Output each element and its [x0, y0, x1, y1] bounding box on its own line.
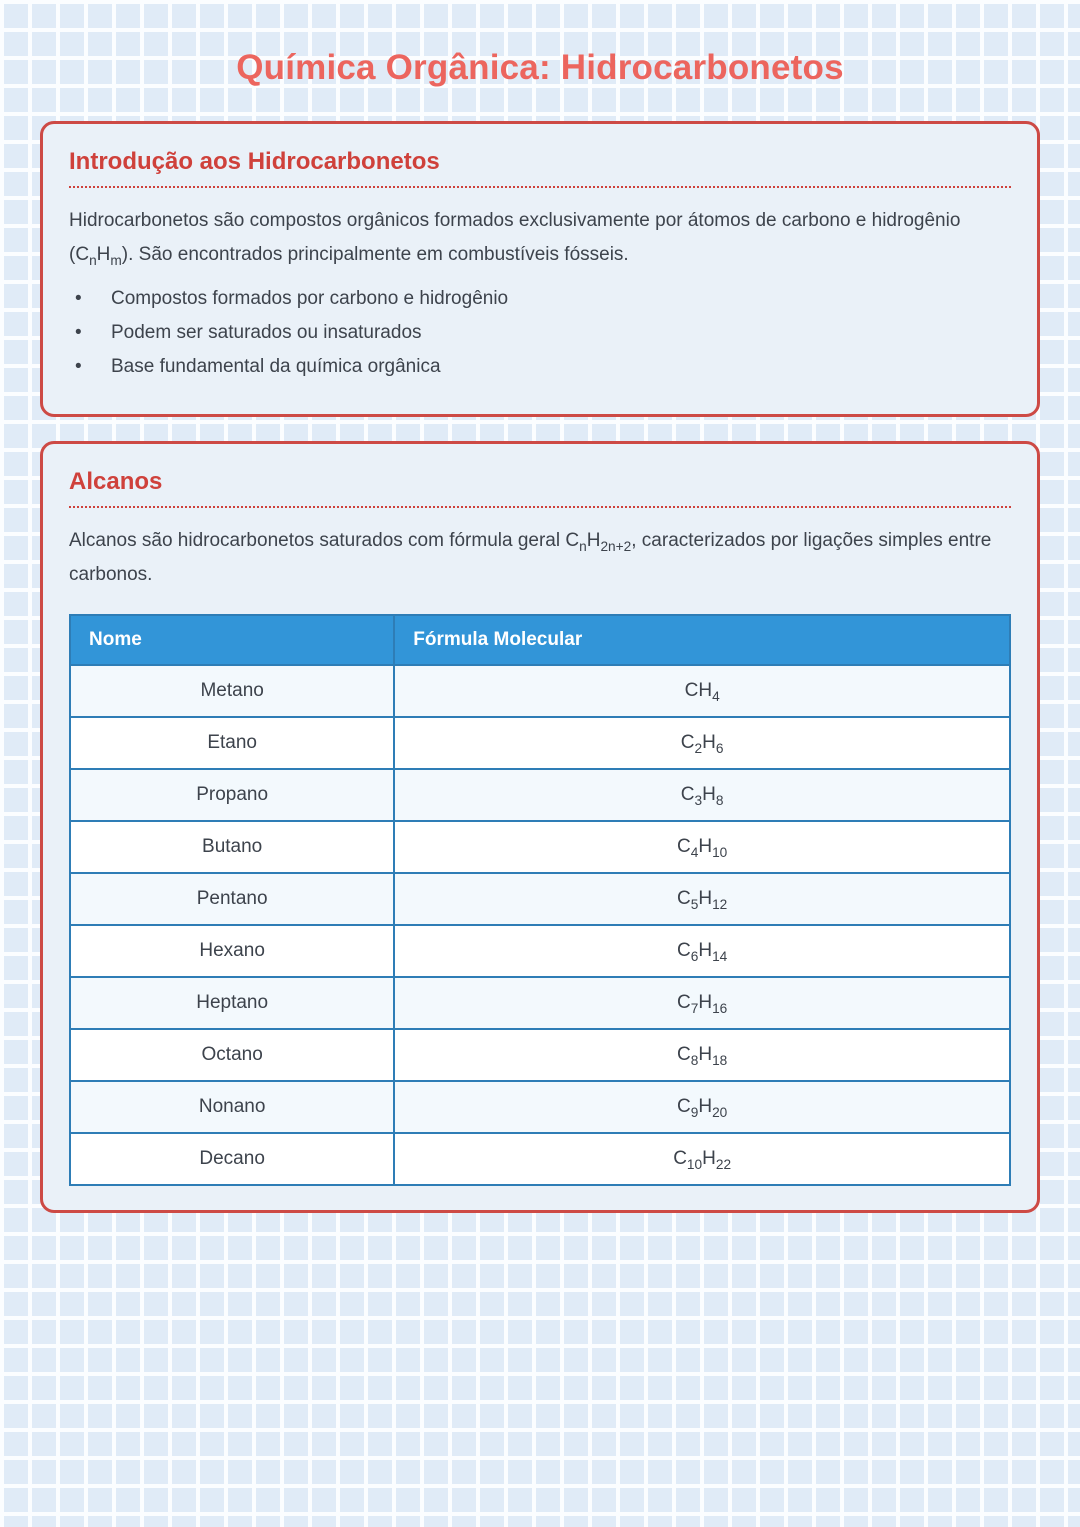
paragraph-text: H [586, 530, 601, 552]
alkane-name-cell: Propano [70, 769, 394, 821]
alcanos-paragraph [69, 524, 1011, 592]
formula-subscript: m [110, 252, 122, 268]
list-item: • Podem ser saturados ou insaturados [69, 316, 1011, 350]
formula-part: H [698, 1095, 713, 1117]
alkane-name-cell: Nonano [70, 1081, 394, 1133]
formula-part: C [677, 939, 691, 961]
chemical-formula [680, 783, 724, 808]
chemical-formula [677, 991, 728, 1016]
table-row [70, 977, 1010, 1029]
intro-card [40, 121, 1040, 417]
formula-subscript: 6 [715, 740, 724, 756]
alkane-formula-cell [394, 769, 1010, 821]
formula-subscript: 8 [690, 1052, 699, 1068]
alkane-formula-cell [394, 1081, 1010, 1133]
chemical-formula [677, 887, 728, 912]
column-header-nome: Nome [70, 615, 394, 665]
alcanos-heading: Alcanos [69, 468, 1011, 508]
formula-part: C [680, 783, 695, 805]
list-item: • Compostos formados por carbono e hidrogênio [69, 282, 1011, 316]
formula-part: H [698, 887, 713, 909]
list-item: • Base fundamental da química orgânica [69, 350, 1011, 384]
alkane-name-cell: Pentano [70, 873, 394, 925]
formula-subscript: n [89, 252, 97, 268]
table-header-row [70, 615, 1010, 665]
chemical-formula [680, 731, 724, 756]
table-row [70, 925, 1010, 977]
formula-subscript: 12 [712, 896, 728, 912]
formula-part: H [698, 939, 713, 961]
formula-part: H [702, 731, 716, 753]
alkane-formula-cell [394, 1029, 1010, 1081]
alkane-name-cell: Decano [70, 1133, 394, 1185]
alkane-formula-cell [394, 873, 1010, 925]
table-row [70, 821, 1010, 873]
formula-part: H [698, 1043, 713, 1065]
table-row [70, 769, 1010, 821]
paragraph-text: , caracterizados por ligações simples entre carbonos. [69, 530, 992, 585]
formula-part: H [698, 835, 713, 857]
formula-subscript: 2n+2 [600, 538, 632, 554]
formula-subscript: n [579, 538, 587, 554]
alkane-formula-cell [394, 977, 1010, 1029]
formula-part: H [698, 679, 713, 701]
intro-paragraph [69, 204, 1011, 272]
chemical-formula [677, 939, 728, 964]
formula-subscript: 10 [686, 1156, 703, 1172]
alkane-formula-cell [394, 821, 1010, 873]
chemical-formula [677, 1043, 728, 1068]
formula-subscript: 2 [694, 740, 703, 756]
formula-subscript: 6 [690, 948, 699, 964]
formula-subscript: 4 [690, 844, 699, 860]
intro-bullet-list [69, 282, 1011, 385]
formula-subscript: 5 [690, 896, 699, 912]
alkane-formula-cell [394, 717, 1010, 769]
chemical-formula [677, 835, 728, 860]
formula-subscript: 22 [715, 1156, 732, 1172]
formula-subscript: 18 [712, 1052, 728, 1068]
alkane-name-cell: Hexano [70, 925, 394, 977]
formula-subscript: 7 [690, 1000, 699, 1016]
table-header [70, 615, 1010, 665]
formula-subscript: 14 [712, 948, 728, 964]
table-row [70, 1081, 1010, 1133]
formula-part: C [677, 991, 691, 1013]
formula-part: C [680, 731, 695, 753]
paragraph-text: ). São encontrados principalmente em combustíveis fósseis. [121, 243, 629, 265]
formula-part: H [698, 991, 713, 1013]
formula-part: C [673, 1147, 687, 1169]
table-body [70, 665, 1010, 1185]
formula-subscript: 9 [690, 1104, 699, 1120]
formula-part: C [677, 1043, 691, 1065]
alkane-name-cell: Metano [70, 665, 394, 717]
formula-part: H [702, 1147, 716, 1169]
table-row [70, 1133, 1010, 1185]
formula-part: C [677, 887, 691, 909]
formula-part: C [677, 1095, 691, 1117]
paragraph-text: Alcanos são hidrocarbonetos saturados com fórmula geral C [69, 530, 580, 552]
alkane-name-cell: Octano [70, 1029, 394, 1081]
table-row [70, 717, 1010, 769]
chemical-formula [684, 679, 720, 704]
formula-subscript: 16 [712, 1000, 728, 1016]
formula-part: C [684, 679, 699, 701]
chemical-formula [677, 1095, 728, 1120]
paragraph-text: H [96, 243, 111, 265]
formula-subscript: 4 [712, 688, 720, 704]
alkane-formula-cell [394, 925, 1010, 977]
intro-heading: Introdução aos Hidrocarbonetos [69, 148, 1011, 188]
formula-subscript: 8 [715, 792, 724, 808]
formula-subscript: 3 [694, 792, 703, 808]
alkane-name-cell: Etano [70, 717, 394, 769]
formula-part: H [702, 783, 716, 805]
table-row [70, 873, 1010, 925]
paragraph-text: Hidrocarbonetos são compostos orgânicos formados exclusivamente por átomos de carbono e hidrogênio (C [69, 210, 961, 265]
alkanes-table [69, 614, 1011, 1186]
alkane-name-cell: Butano [70, 821, 394, 873]
formula-subscript: 20 [712, 1104, 728, 1120]
page-title: Química Orgânica: Hidrocarbonetos [236, 48, 844, 87]
table-row [70, 665, 1010, 717]
column-header-formula: Fórmula Molecular [394, 615, 1010, 665]
formula-part: C [677, 835, 691, 857]
alkane-name-cell: Heptano [70, 977, 394, 1029]
alkane-formula-cell [394, 1133, 1010, 1185]
alcanos-card [40, 441, 1040, 1213]
alkane-formula-cell [394, 665, 1010, 717]
table-row [70, 1029, 1010, 1081]
chemical-formula [673, 1147, 732, 1172]
formula-subscript: 10 [712, 844, 728, 860]
